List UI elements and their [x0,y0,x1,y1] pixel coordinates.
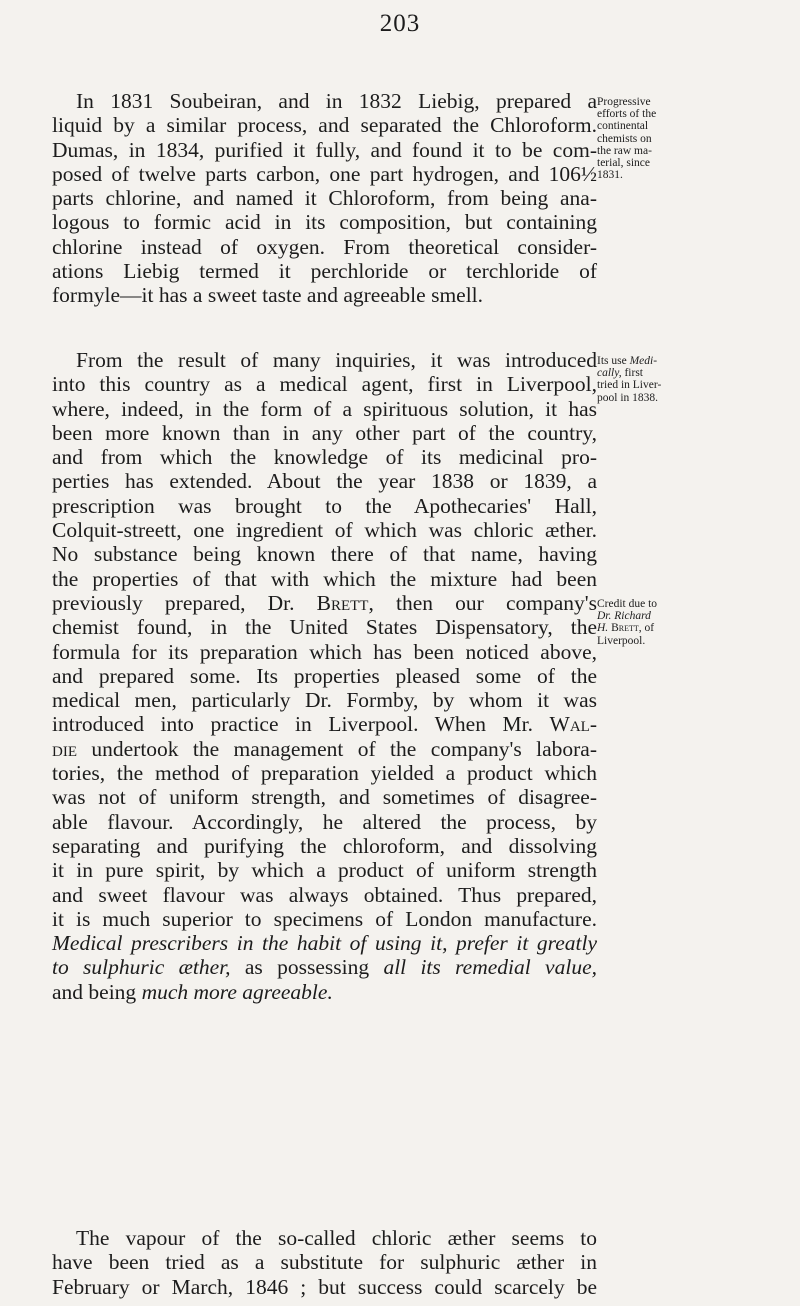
text-line: where, indeed, in the form of a spirituous solution, it has [52,396,597,421]
text-run: , then our company's [368,590,597,615]
text-line: Dumas, in 1834, purified it fully, and found it to be com- [52,137,597,162]
italic-run: much more agreeable. [141,979,333,1004]
text-line: formula for its preparation which has been noticed above, [52,639,597,664]
text-line: the properties of that with which the mixture had been [52,566,597,591]
text-line: prescription was brought to the Apothecaries' Hall, [52,493,597,518]
text-run: undertook the management of the company's labora- [77,736,597,761]
margin-note-italic: H. [597,622,612,635]
margin-note-smallcaps: Brett [611,622,639,635]
text-line: able flavour. Accordingly, he altered the process, by [52,809,597,834]
text-line [52,712,597,736]
text-line: liquid by a similar process, and separated the Chloroform. [52,113,597,138]
text-line [52,591,597,615]
text-line: In 1831 Soubeiran, and in 1832 Liebig, prepared a [76,89,597,113]
margin-note-line: 1831. [597,169,623,182]
text-run: previously prepared, Dr. [52,590,317,615]
margin-note-line [597,622,693,634]
text-line: Colquit-streett, one ingredient of which was chloric æther. [52,518,597,543]
margin-note-line: chemists on [597,132,652,145]
text-run: and being [52,979,142,1004]
italic-run: to sulphuric æther, [52,955,231,980]
margin-note-line: Credit due to [597,598,658,610]
margin-note-line: pool in 1838. [597,391,659,404]
paragraph-2 [52,348,597,1004]
margin-note-line: Dr. Richard [597,610,651,623]
text-line: posed of twelve parts carbon, one part hydrogen, and 106½ [52,161,597,186]
text-run: introduced into practice in Liverpool. When Mr. [52,712,550,737]
text-line: perties has extended. About the year 1838 or 1839, a [52,469,597,494]
text-line: tories, the method of preparation yielded a product which [52,761,597,786]
margin-note-run: first [621,367,643,380]
text-line: February or March, 1846 ; but success could scarcely be [52,1274,597,1299]
text-line [52,980,597,1004]
text-line: parts chlorine, and named it Chloroform, from being ana- [52,186,597,211]
margin-note-line: terial, since [597,157,651,170]
margin-note-medical-use [597,355,693,404]
paragraph-1 [52,89,597,308]
text-line: chlorine instead of oxygen. From theoretical consider- [52,234,597,259]
margin-note-line [597,355,693,367]
text-line: was not of uniform strength, and sometimes of disagree- [52,785,597,810]
italic-text-line: Medical prescribers in the habit of using it, prefer it greatly [52,931,597,956]
margin-note-progressive-efforts [597,96,693,181]
paragraph-3 [52,1226,597,1299]
margin-note-line: continental [597,120,649,133]
text-line: and from which the knowledge of its medicinal pro- [52,445,597,470]
text-line: The vapour of the so-called chloric æther seems to [76,1226,597,1250]
italic-run: all its remedial value, [383,955,597,980]
text-line: been more known than in any other part of the country, [52,420,597,445]
margin-note-line: Progressive [597,96,651,108]
name-waldie: Wal- [549,712,597,737]
page-number: 203 [379,10,421,37]
text-line: separating and purifying the chloroform, and dissolving [52,833,597,858]
text-line: it is much superior to specimens of London manufacture. [52,906,597,931]
name-waldie-cont: die [52,736,77,761]
text-line: From the result of many inquiries, it was introduced [76,348,597,372]
text-line: No substance being known there of that name, having [52,542,597,567]
text-line: ations Liebig termed it perchloride or terchloride of [52,259,597,284]
text-line: have been tried as a substitute for sulphuric æther in [52,1250,597,1275]
name-brett: Brett [316,590,369,615]
text-line [52,737,597,761]
margin-note-run: , of [638,622,655,635]
margin-note-italic: Medi- [629,355,658,367]
margin-note-line: efforts of the [597,108,657,121]
margin-note-line [597,367,693,379]
margin-note-credit [597,598,693,647]
text-line: chemist found, in the United States Dispensatory, the [52,615,597,640]
margin-note-line: tried in Liver- [597,379,662,392]
text-line: into this country as a medical agent, first in Liverpool, [52,372,597,397]
text-line: formyle—it has a sweet taste and agreeable smell. [52,283,484,308]
margin-note-run: Its use [597,355,630,367]
text-run: as possessing [230,955,384,980]
text-line: logous to formic acid in its composition, but containing [52,210,597,235]
text-line: and prepared some. Its properties pleased some of the [52,663,597,688]
margin-note-line: the raw ma- [597,144,652,157]
margin-note-italic: cally, [597,367,622,380]
margin-note-line: Liverpool. [597,634,646,647]
text-line: medical men, particularly Dr. Formby, by whom it was [52,688,597,713]
text-line: and sweet flavour was always obtained. Thus prepared, [52,882,597,907]
text-line: it in pure spirit, by which a product of uniform strength [52,858,597,883]
text-line [52,955,597,979]
